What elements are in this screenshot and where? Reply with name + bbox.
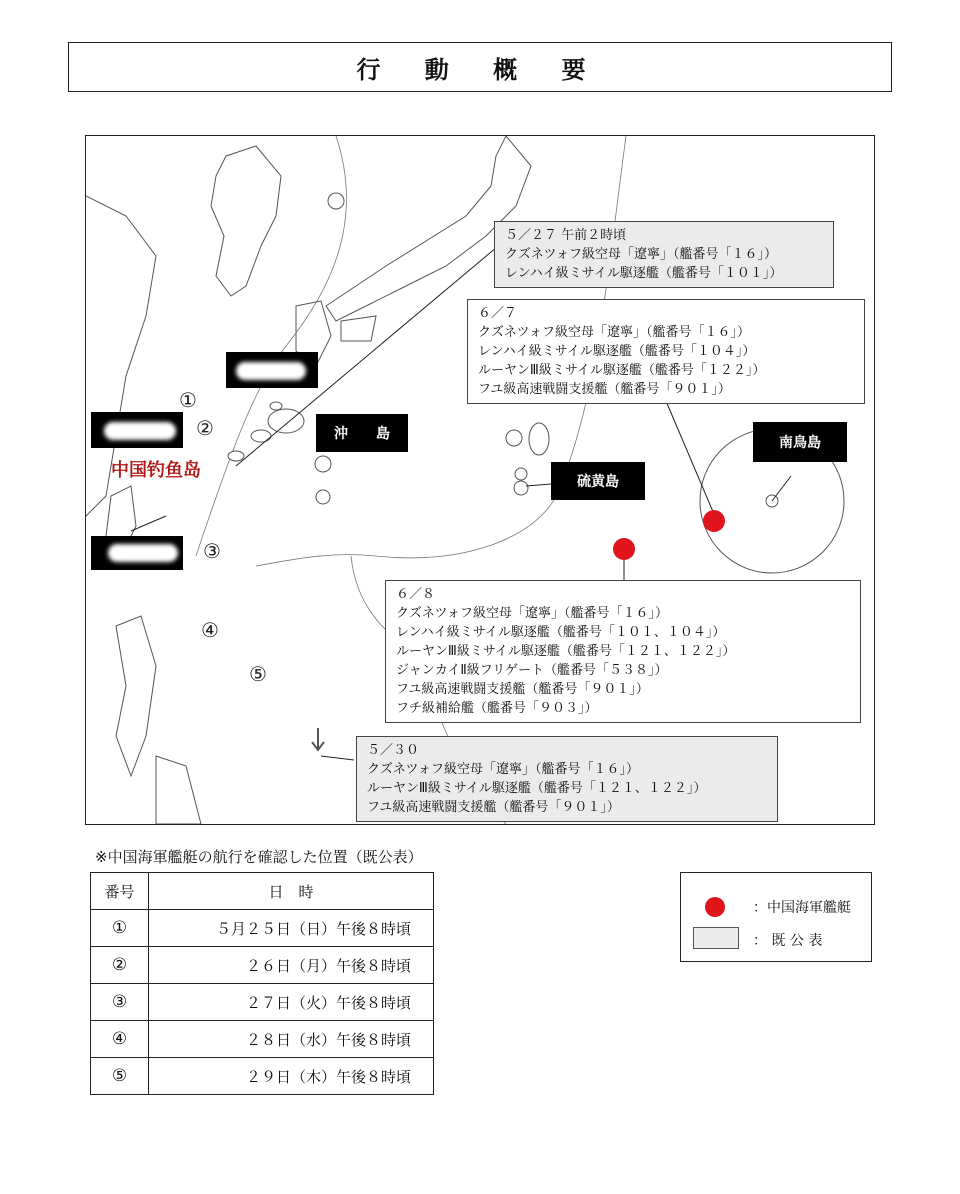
korea-landmass	[211, 146, 281, 296]
schedule-table	[90, 872, 434, 1095]
leader-iwoto	[526, 484, 551, 486]
callout-0607	[467, 299, 865, 404]
gray-swatch-icon	[693, 927, 739, 949]
track-marker-2: ②	[196, 416, 214, 440]
row-number: ②	[91, 947, 149, 984]
route-line-530	[321, 756, 354, 760]
callout-line: クズネツォフ級空母「遼寧」（艦番号「１６」）	[505, 247, 777, 262]
philippines-south	[156, 756, 201, 824]
track-marker-5: ⑤	[249, 662, 267, 686]
row-datetime: ５月２５日（日）午後８時頃	[149, 910, 434, 947]
callout-line: ５／２７ 午前２時頃	[505, 228, 627, 243]
header-number: 番号	[91, 873, 149, 910]
callout-line: レンハイ級ミサイル駆逐艦（艦番号「１０１、１０４」）	[396, 625, 726, 640]
philippines	[116, 616, 156, 776]
callout-line: ルーヤンⅢ級ミサイル駆逐艦（艦番号「１２２」）	[478, 363, 766, 378]
row-datetime: ２６日（月）午後８時頃	[149, 947, 434, 984]
callout-0530	[356, 736, 778, 822]
row-number: ⑤	[91, 1058, 149, 1095]
header-datetime: 日 時	[149, 873, 434, 910]
ship-position-marker	[613, 538, 635, 560]
callout-line: レンハイ級ミサイル駆逐艦（艦番号「１０４」）	[478, 344, 756, 359]
row-datetime: ２７日（火）午後８時頃	[149, 984, 434, 1021]
minamitorishima-label: 南鳥島	[753, 422, 847, 462]
red-dot-icon	[705, 897, 725, 917]
leader-minami	[772, 476, 791, 501]
table-row	[91, 1021, 434, 1058]
note-text: ※中国海軍艦艇の航行を確認した位置（既公表）	[95, 848, 423, 866]
legend-red-label: ：中国海軍艦艇	[753, 900, 851, 916]
row-datetime: ２９日（木）午後８時頃	[149, 1058, 434, 1095]
table-row	[91, 947, 434, 984]
map-area	[85, 135, 875, 825]
row-number: ④	[91, 1021, 149, 1058]
callout-line: クズネツォフ級空母「遼寧」（艦番号「１６」）	[478, 325, 750, 340]
callout-0527	[494, 221, 834, 288]
table-row	[91, 910, 434, 947]
ship-position-marker	[703, 510, 725, 532]
diaoyu-label: 中国钓鱼岛	[111, 460, 201, 481]
callout-line: フユ級高速戦闘支援艦（艦番号「９０１」）	[367, 800, 620, 815]
table-row	[91, 1058, 434, 1095]
row-number: ③	[91, 984, 149, 1021]
callout-line: ５／３０	[367, 743, 420, 758]
route-line-67	[666, 401, 714, 514]
page-title: 行 動 概 要	[68, 42, 892, 92]
track-marker-3: ③	[203, 539, 221, 563]
leader-taiwan	[131, 516, 166, 531]
track-marker-4: ④	[201, 618, 219, 642]
callout-line: レンハイ級ミサイル駆逐艦（艦番号「１０１」）	[505, 266, 783, 281]
callout-line: ジャンカイⅡ級フリゲート（艦番号「５３８」）	[396, 663, 668, 678]
callout-line: ルーヤンⅢ級ミサイル駆逐艦（艦番号「１２１、１２２」）	[367, 781, 707, 796]
redaction-mark	[104, 422, 176, 440]
iwoto-label: 硫黄島	[551, 462, 645, 500]
okinawa-label: 沖 島	[316, 414, 408, 452]
callout-line: クズネツォフ級空母「遼寧」（艦番号「１６」）	[367, 762, 639, 777]
japan-shikoku	[341, 316, 376, 341]
row-datetime: ２８日（水）午後８時頃	[149, 1021, 434, 1058]
row-number: ①	[91, 910, 149, 947]
callout-line: クズネツォフ級空母「遼寧」（艦番号「１６」）	[396, 606, 668, 621]
legend-gray-label: ： 既 公 表	[753, 933, 823, 949]
callout-line: ６／７	[478, 306, 518, 321]
map-legend	[680, 872, 872, 962]
callout-line: フユ級高速戦闘支援艦（艦番号「９０１」）	[396, 682, 649, 697]
redaction-mark	[236, 362, 306, 380]
callout-0608	[385, 580, 861, 723]
table-row	[91, 984, 434, 1021]
callout-line: フチ級補給艦（艦番号「９０３」）	[396, 701, 598, 716]
callout-line: ルーヤンⅢ級ミサイル駆逐艦（艦番号「１２１、１２２」）	[396, 644, 736, 659]
callout-line: ６／８	[396, 587, 436, 602]
redaction-mark	[108, 544, 178, 562]
callout-line: フユ級高速戦闘支援艦（艦番号「９０１」）	[478, 382, 731, 397]
arrow-down-icon	[312, 728, 324, 750]
table-header-row	[91, 873, 434, 910]
track-marker-1: ①	[179, 388, 197, 412]
